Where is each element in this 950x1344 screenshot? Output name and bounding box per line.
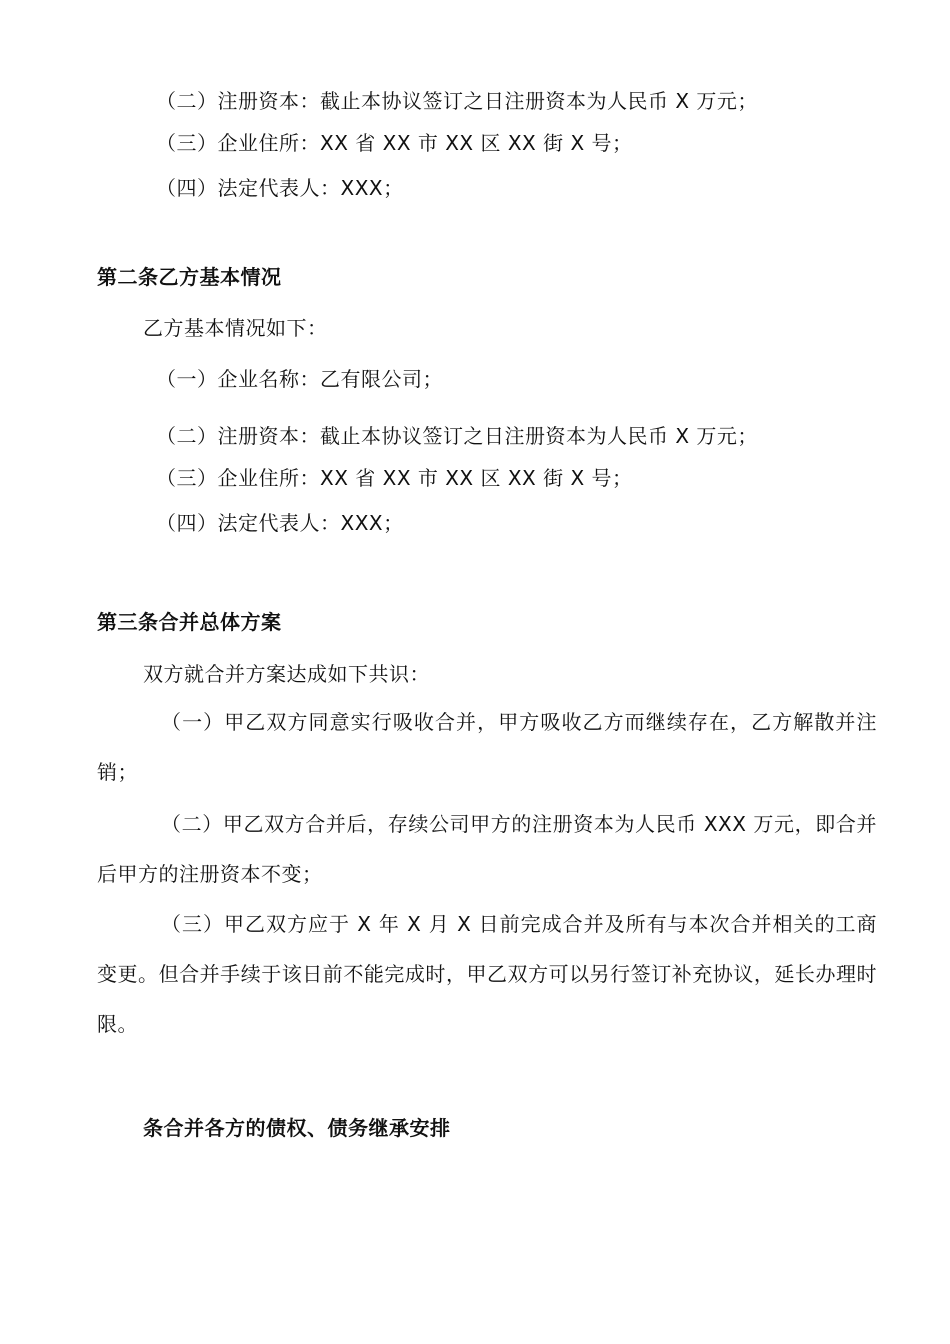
party-b-item-legal-rep: （四）法定代表人：XXX； <box>156 511 404 535</box>
article-4-heading: 条合并各方的债权、债务继承安排 <box>143 1116 451 1140</box>
article-2-heading: 第二条乙方基本情况 <box>97 265 282 289</box>
article-3-intro: 双方就合并方案达成如下共识： <box>143 662 430 686</box>
article-2-intro: 乙方基本情况如下： <box>143 316 328 340</box>
party-a-item-capital: （二）注册资本：截止本协议签订之日注册资本为人民币 X 万元； <box>156 89 758 113</box>
article-3-paragraph-3: （三）甲乙双方应于 X 年 X 月 X 日前完成合并及所有与本次合并相关的工商变更。但合并手续于该日前不能完成时，甲乙双方可以另行签订补充协议，延长办理时限。 <box>97 912 877 1036</box>
party-b-item-name: （一）企业名称：乙有限公司； <box>156 367 443 391</box>
party-a-item-legal-rep: （四）法定代表人：XXX； <box>156 176 404 200</box>
party-b-item-capital: （二）注册资本：截止本协议签订之日注册资本为人民币 X 万元； <box>156 424 758 448</box>
party-a-item-address: （三）企业住所：XX 省 XX 市 XX 区 XX 街 X 号； <box>156 131 633 155</box>
party-b-item-address: （三）企业住所：XX 省 XX 市 XX 区 XX 街 X 号； <box>156 466 633 490</box>
article-3-paragraph-1: （一）甲乙双方同意实行吸收合并，甲方吸收乙方而继续存在，乙方解散并注销； <box>97 710 877 784</box>
article-3-heading: 第三条合并总体方案 <box>97 610 282 634</box>
article-3-paragraph-2: （二）甲乙双方合并后，存续公司甲方的注册资本为人民币 XXX 万元，即合并后甲方的注册资本不变； <box>97 812 877 886</box>
